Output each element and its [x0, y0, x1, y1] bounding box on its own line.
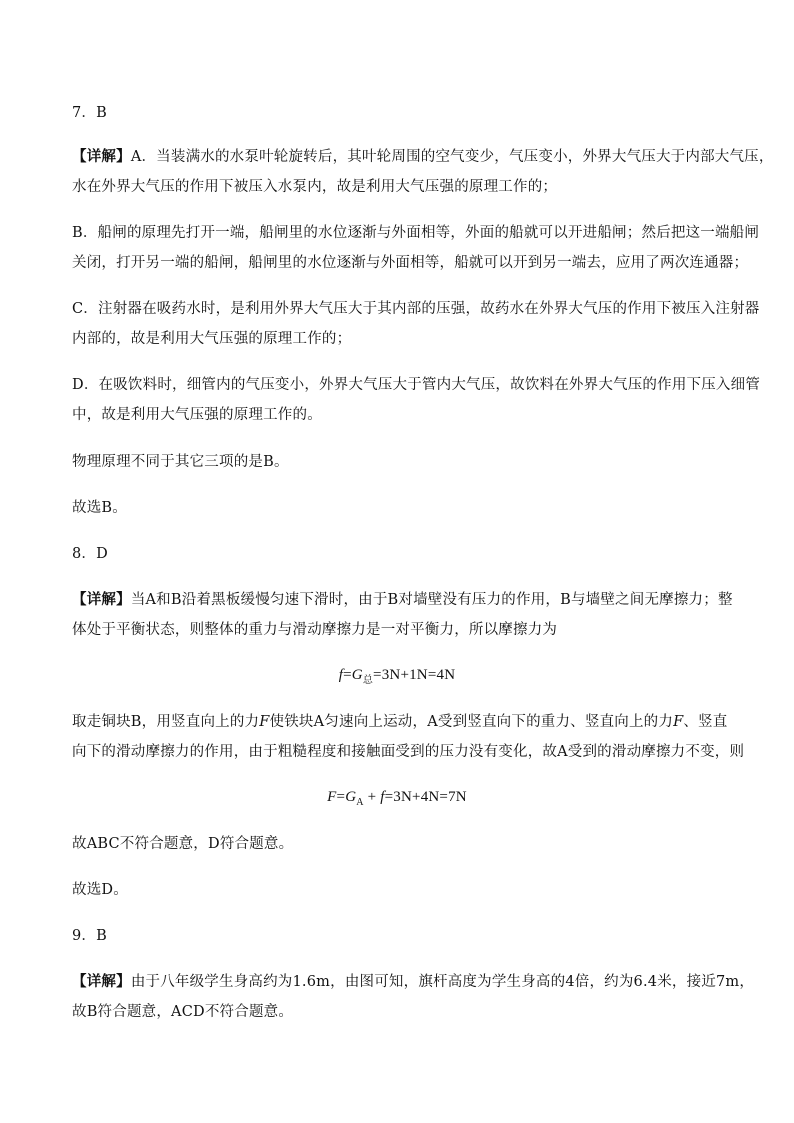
q7-option-c-line2: 内部的，故是利用大气压强的原理工作的；	[72, 331, 352, 347]
q7-summary: 物理原理不同于其它三项的是B。	[72, 454, 289, 470]
q7-option-b-line2: 关闭，打开另一端的船闸，船闸里的水位逐渐与外面相等，船就可以开到另一端去，应用了两次连通器；	[72, 255, 749, 271]
q7-number: 7．B	[72, 105, 107, 121]
q7-option-c-line1: C．注射器在吸药水时，是利用外界大气压大于其内部的压强，故药水在外界大气压的作用下被压入注射器	[72, 301, 760, 317]
q7-option-b-line1: B．船闸的原理先打开一端，船闸里的水位逐渐与外面相等，外面的船就可以开进船闸；然后把这一端船闸	[72, 225, 760, 241]
q8-paragraph-line4: 向下的滑动摩擦力的作用，由于粗糙程度和接触面受到的压力没有变化，故A受到的滑动摩擦力不变，则	[72, 744, 745, 760]
detail-tag: 【详解】	[72, 591, 131, 608]
detail-tag: 【详解】	[72, 973, 131, 990]
q7-choice: 故选B。	[72, 500, 127, 516]
q8-paragraph-line3: 取走铜块B，用竖直向上的力F使铁块A匀速向上运动，A受到竖直向下的重力、竖直向上的力F、竖直	[72, 714, 728, 730]
q8-paragraph-line1: 【详解】当A和B沿着黑板缓慢匀速下滑时，由于B对墙壁没有压力的作用，B与墙壁之间无摩擦力；整	[72, 591, 733, 608]
q8-conclusion: 故ABC不符合题意，D符合题意。	[72, 836, 294, 852]
q8-paragraph-line2: 体处于平衡状态，则整体的重力与滑动摩擦力是一对平衡力，所以摩擦力为	[72, 622, 558, 638]
q7-option-d-line1: D．在吸饮料时，细管内的气压变小，外界大气压大于管内大气压，故饮料在外界大气压的作用下压入细管	[72, 377, 761, 393]
q9-paragraph-line1: 【详解】由于八年级学生身高约为1.6m，由图可知，旗杆高度为学生身高的4倍，约为6.4米，接近7m，	[72, 973, 755, 990]
q7-option-a-line1: 【详解】A．当装满水的水泵叶轮旋转后，其叶轮周围的空气变少，气压变小，外界大气压大于内部大气压，	[72, 148, 774, 165]
q7-option-d-line2: 中，故是利用大气压强的原理工作的。	[72, 407, 322, 423]
q8-equation-2: $F=G_A + f=3N+4N=7N$	[327, 789, 467, 808]
detail-tag: 【详解】	[72, 148, 131, 165]
q9-paragraph-line2: 故B符合题意，ACD不符合题意。	[72, 1004, 294, 1020]
q9-number: 9．B	[72, 928, 107, 944]
q8-number: 8．D	[72, 546, 108, 562]
q8-choice: 故选D。	[72, 882, 128, 898]
q7-option-a-line2: 水在外界大气压的作用下被压入水泵内，故是利用大气压强的原理工作的；	[72, 179, 558, 195]
q8-equation-1: $f=G_总=3N+1N=4N$	[338, 667, 456, 686]
